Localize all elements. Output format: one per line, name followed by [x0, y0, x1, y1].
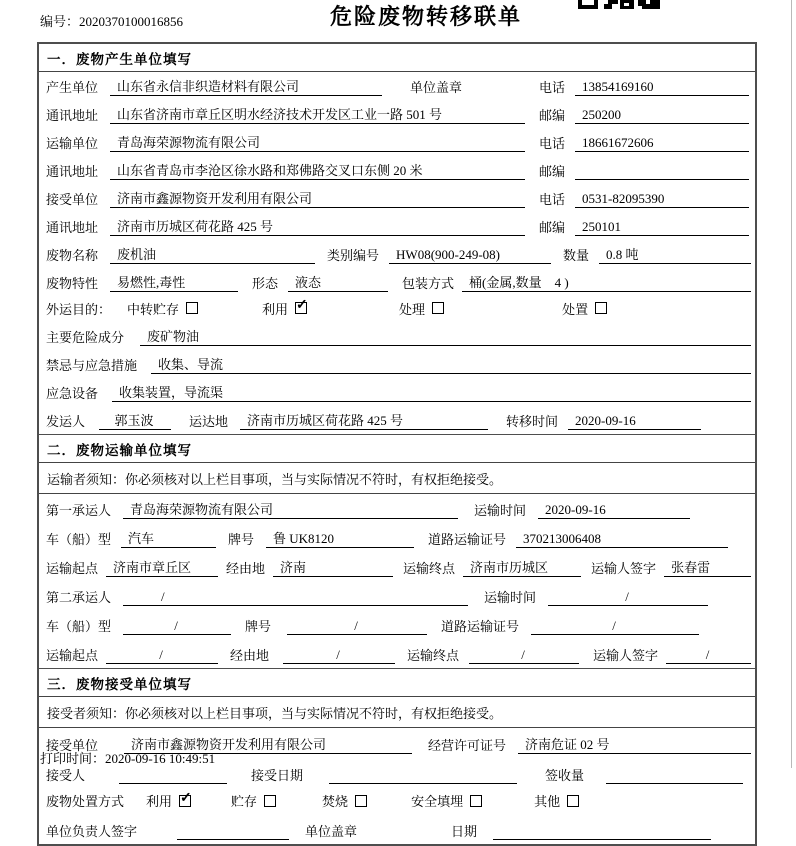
row-right	[539, 161, 751, 180]
section-transporter	[39, 434, 755, 668]
carrier-signature-label: 运输人签字	[593, 648, 659, 663]
receiver-unit-label: 接受单位	[46, 192, 99, 207]
transfer-time-value: 2020-09-16	[568, 413, 701, 430]
row-right	[539, 133, 751, 152]
section1-header: 一．废物产生单位填写	[39, 44, 755, 72]
emergency-measures-value: 收集、导流	[151, 354, 751, 374]
option-label: 其他	[534, 794, 561, 809]
checkbox-icon	[355, 795, 367, 807]
row-transport-unit	[39, 128, 755, 156]
option-label: 利用	[146, 794, 173, 809]
unit-seal-label: 单位盖章	[410, 80, 463, 95]
packaging-value: 桶(金属,数量 4 )	[462, 272, 751, 292]
row-producer-address	[39, 100, 755, 128]
print-time-value: 2020-09-16 10:49:51	[105, 751, 216, 766]
row-transport-address	[39, 156, 755, 184]
waste-name-value: 废机油	[110, 244, 315, 264]
checkbox-icon	[567, 795, 579, 807]
disposal-option-store	[231, 791, 276, 810]
via-label: 经由地	[230, 648, 270, 663]
print-time-label: 打印时间：	[40, 751, 106, 766]
via-2-value: /	[283, 647, 395, 664]
origin-value: 济南市章丘区	[106, 557, 218, 577]
plate-number-value: 鲁 UK8120	[266, 528, 414, 548]
date-label: 日期	[451, 824, 478, 839]
row-right	[539, 189, 751, 208]
transport-time-label: 运输时间	[484, 590, 537, 605]
head-signature-value	[177, 825, 289, 840]
row-second-carrier	[39, 581, 755, 610]
disposal-option-incinerate	[322, 791, 367, 810]
producer-unit-value: 山东省永信非织造材料有限公司	[110, 76, 382, 96]
row-left	[46, 104, 539, 124]
zip-label: 邮编	[539, 164, 566, 179]
plate-number-label: 牌号	[228, 532, 255, 547]
origin-label: 运输起点	[46, 561, 99, 576]
option-label: 安全填埋	[411, 794, 464, 809]
option-label: 贮存	[231, 794, 258, 809]
transfer-time-label: 转移时间	[506, 414, 559, 429]
quantity-value: 0.8 吨	[599, 244, 751, 264]
receive-date-label: 接受日期	[251, 768, 304, 783]
serial-label: 编号：	[40, 14, 80, 29]
first-carrier-label: 第一承运人	[46, 503, 112, 518]
road-license-label: 道路运输证号	[441, 619, 520, 634]
document-header	[0, 0, 796, 40]
transport-unit-value: 青岛海荣源物流有限公司	[110, 132, 525, 152]
transport-phone-value: 18661672606	[575, 135, 749, 152]
purpose-option-dispose	[562, 299, 607, 318]
address-label: 通讯地址	[46, 108, 99, 123]
emergency-equipment-value: 收集装置，导流渠	[112, 382, 751, 402]
form-state-value: 液态	[288, 272, 388, 292]
row-producer-unit	[39, 72, 755, 100]
hazard-components-label: 主要危险成分	[46, 330, 125, 345]
endpoint-2-value: /	[469, 647, 579, 664]
endpoint-value: 济南市历城区	[463, 557, 581, 577]
transport-time-value: 2020-09-16	[538, 502, 690, 519]
permit-number-label: 经营许可证号	[428, 738, 507, 753]
quantity-label: 数量	[563, 248, 590, 263]
form-state-label: 形态	[252, 276, 279, 291]
section3-header: 三．废物接受单位填写	[39, 669, 755, 697]
signed-amount-label: 签收量	[545, 768, 585, 783]
row-left	[46, 160, 539, 180]
row-emergency-equipment	[39, 378, 755, 406]
transport-unit-label: 运输单位	[46, 136, 99, 151]
road-license-label: 道路运输证号	[428, 532, 507, 547]
purpose-option-utilize	[262, 299, 307, 318]
receiver-zip-value: 250101	[575, 219, 749, 236]
shipper-label: 发运人	[46, 414, 86, 429]
unit-seal-label: 单位盖章	[305, 824, 358, 839]
option-label: 焚烧	[322, 794, 349, 809]
head-signature-label: 单位负责人签字	[46, 824, 138, 839]
row-transfer-purpose	[39, 296, 755, 322]
receiver-address-value: 济南市历城区荷花路 425 号	[110, 216, 525, 236]
serial-number	[40, 11, 183, 30]
receive-person-label: 接受人	[46, 768, 86, 783]
checkbox-icon	[595, 302, 607, 314]
option-label: 处置	[562, 301, 589, 317]
row-left	[46, 132, 539, 152]
plate-number-2-value: /	[287, 618, 427, 635]
option-label: 处理	[399, 301, 426, 317]
vehicle-type-value: 汽车	[121, 528, 216, 548]
row-vehicle-type-2	[39, 610, 755, 639]
row-disposal-method	[39, 788, 755, 815]
disposal-option-landfill	[411, 791, 482, 810]
transport-time-2-value: /	[548, 589, 708, 606]
page-title: 危险废物转移联单	[330, 4, 523, 29]
transporter-notice: 运输者须知：你必须核对以上栏目事项，当与实际情况不符时，有权拒绝接受。	[39, 463, 755, 494]
transfer-purpose-label: 外运目的：	[46, 301, 112, 317]
row-waste-name	[39, 240, 755, 268]
category-code-value: HW08(900-249-08)	[389, 247, 551, 264]
packaging-label: 包装方式	[402, 276, 455, 291]
checkbox-icon	[179, 795, 191, 807]
emergency-equipment-label: 应急设备	[46, 386, 99, 401]
checkbox-icon	[186, 302, 198, 314]
phone-label: 电话	[539, 136, 566, 151]
endpoint-label: 运输终点	[403, 561, 456, 576]
row-left	[46, 216, 539, 236]
second-carrier-label: 第二承运人	[46, 590, 112, 605]
row-first-carrier	[39, 494, 755, 523]
receiver-phone-value: 0531-82095390	[575, 191, 749, 208]
carrier-signature-value: 张春雷	[664, 557, 751, 577]
receive-date-value	[329, 769, 517, 784]
section2-header: 二．废物运输单位填写	[39, 435, 755, 463]
row-right	[539, 217, 751, 236]
signed-amount-value	[606, 769, 743, 784]
vehicle-type-label: 车（船）型	[46, 619, 112, 634]
waste-name-label: 废物名称	[46, 248, 99, 263]
checkbox-icon	[295, 302, 307, 314]
phone-label: 电话	[539, 192, 566, 207]
road-license-value: 370213006408	[516, 531, 728, 548]
waste-traits-value: 易燃性,毒性	[110, 272, 238, 292]
hazard-components-value: 废矿物油	[140, 326, 751, 346]
qr-code-fragment-icon	[578, 0, 660, 10]
receiver-unit-value: 济南市鑫源物资开发利用有限公司	[110, 188, 525, 208]
via-value: 济南	[273, 557, 393, 577]
page-edge-divider	[791, 0, 792, 768]
serial-value: 2020370100016856	[79, 14, 184, 29]
address-label: 通讯地址	[46, 220, 99, 235]
row-receiver-unit	[39, 184, 755, 212]
option-label: 中转贮存	[127, 301, 180, 317]
producer-address-value: 山东省济南市章丘区明水经济技术开发区工业一路 501 号	[110, 104, 525, 124]
row-shipper	[39, 406, 755, 434]
vehicle-type-2-value: /	[123, 618, 231, 635]
transfer-form	[37, 42, 757, 846]
print-time	[40, 748, 215, 767]
first-carrier-value: 青岛海荣源物流有限公司	[123, 499, 458, 519]
row-emergency-measures	[39, 350, 755, 378]
purpose-option-storage	[127, 299, 198, 318]
row-hazard-components	[39, 322, 755, 350]
vehicle-type-label: 车（船）型	[46, 532, 112, 547]
row-right	[539, 77, 751, 96]
disposal-method-label: 废物处置方式	[46, 794, 125, 809]
destination-label: 运达地	[189, 414, 229, 429]
waste-traits-label: 废物特性	[46, 276, 99, 291]
emergency-measures-label: 禁忌与应急措施	[46, 358, 138, 373]
checkbox-icon	[432, 302, 444, 314]
receive-unit-label: 接受单位	[46, 738, 99, 753]
row-receiver-address	[39, 212, 755, 240]
carrier-signature-2-value: /	[666, 647, 751, 664]
transport-address-value: 山东省青岛市李沧区徐水路和郑佛路交叉口东侧 20 米	[110, 160, 525, 180]
transport-time-label: 运输时间	[474, 503, 527, 518]
producer-unit-label: 产生单位	[46, 80, 99, 95]
receive-person-value	[119, 769, 227, 784]
producer-zip-value: 250200	[575, 107, 749, 124]
origin-2-value: /	[106, 647, 218, 664]
permit-number-value: 济南危证 02 号	[518, 734, 751, 754]
row-waste-traits	[39, 268, 755, 296]
receiver-notice: 接受者须知：你必须核对以上栏目事项，当与实际情况不符时，有权拒绝接受。	[39, 697, 755, 728]
row-route-1	[39, 552, 755, 581]
section-producer	[39, 44, 755, 434]
address-label: 通讯地址	[46, 164, 99, 179]
purpose-option-treat	[399, 299, 444, 318]
transport-zip-value	[575, 165, 749, 180]
zip-label: 邮编	[539, 108, 566, 123]
origin-label: 运输起点	[46, 648, 99, 663]
row-vehicle-type-1	[39, 523, 755, 552]
disposal-option-other	[534, 791, 579, 810]
checkbox-icon	[264, 795, 276, 807]
via-label: 经由地	[226, 561, 266, 576]
zip-label: 邮编	[539, 220, 566, 235]
road-license-2-value: /	[531, 618, 699, 635]
phone-label: 电话	[539, 80, 566, 95]
row-route-2	[39, 639, 755, 668]
row-head-signature	[39, 815, 755, 844]
carrier-signature-label: 运输人签字	[591, 561, 657, 576]
second-carrier-value: /	[123, 589, 468, 606]
category-code-label: 类别编号	[327, 248, 380, 263]
row-right	[539, 105, 751, 124]
destination-value: 济南市历城区荷花路 425 号	[240, 410, 488, 430]
checkbox-icon	[470, 795, 482, 807]
option-label: 利用	[262, 301, 289, 317]
shipper-value: 郭玉波	[99, 410, 171, 430]
endpoint-label: 运输终点	[407, 648, 460, 663]
plate-number-label: 牌号	[245, 619, 272, 634]
disposal-option-utilize	[146, 791, 191, 810]
row-left	[46, 76, 539, 96]
row-left	[46, 188, 539, 208]
producer-phone-value: 13854169160	[575, 79, 749, 96]
receive-unit-value: 济南市鑫源物资开发利用有限公司	[124, 734, 412, 754]
date-value	[493, 825, 711, 840]
